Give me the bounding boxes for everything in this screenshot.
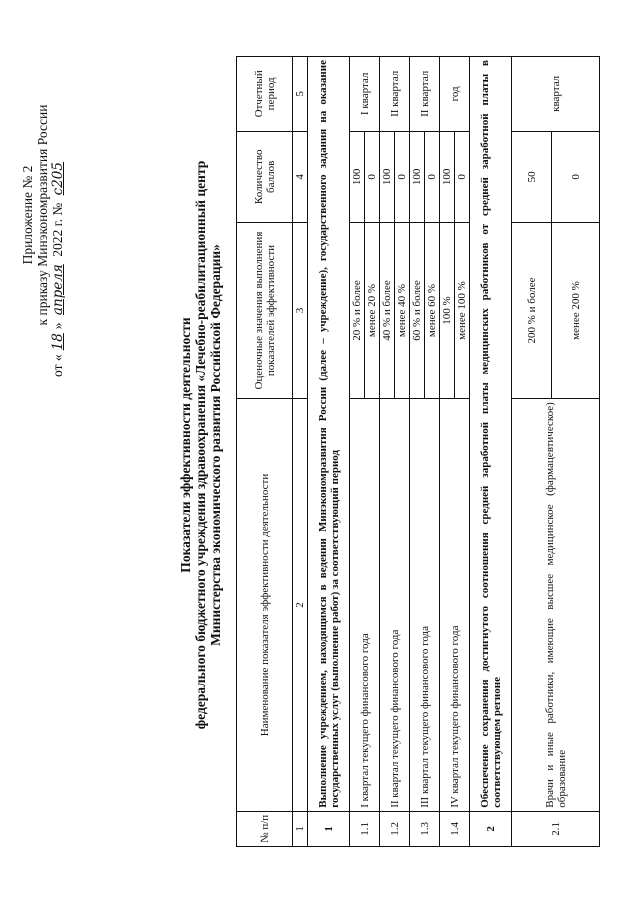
row-value: менее 20 % xyxy=(365,222,380,398)
row-value: менее 200 % xyxy=(552,222,600,398)
row-name: IV квартал текущего финансового года xyxy=(440,399,470,812)
row-value: 60 % и более xyxy=(410,222,425,398)
row-value: 100 % xyxy=(440,222,455,398)
appendix-title: Приложение № 2 xyxy=(20,165,35,265)
table-row xyxy=(350,57,365,847)
header-points: Количество баллов xyxy=(237,131,293,222)
row-points: 0 xyxy=(395,131,410,222)
row-value: 200 % и более xyxy=(512,222,552,398)
row-points: 100 xyxy=(380,131,395,222)
appendix-date-line xyxy=(50,45,66,385)
number-prefix: № xyxy=(50,202,65,216)
header-name: Наименование показателя эффективности деятельности xyxy=(237,399,293,812)
heading-line1: Показатели эффективности деятельности xyxy=(178,317,193,573)
row-period: I квартал xyxy=(350,57,380,132)
handwritten-month: апреля xyxy=(50,264,66,316)
row-num: 2.1 xyxy=(512,811,600,846)
header-values: Оценочные значения выполнения показателей эффективности xyxy=(237,222,293,398)
row-name: II квартал текущего финансового года xyxy=(380,399,410,812)
col-number: 2 xyxy=(293,399,308,812)
appendix-block xyxy=(20,45,66,385)
col-number: 1 xyxy=(293,811,308,846)
row-points: 0 xyxy=(425,131,440,222)
row-points: 0 xyxy=(455,131,470,222)
indicators-table xyxy=(236,56,600,847)
row-value: 20 % и более xyxy=(350,222,365,398)
section-row xyxy=(470,57,512,847)
row-points: 100 xyxy=(440,131,455,222)
header-period: Отчетный период xyxy=(237,57,293,132)
row-name: Врачи и иные работники, имеющие высшее медицинское (фармацевтическое) образование xyxy=(512,399,600,812)
col-number: 5 xyxy=(293,57,308,132)
row-points: 0 xyxy=(552,131,600,222)
table-row xyxy=(512,57,552,847)
row-period: квартал xyxy=(512,57,600,132)
section-text: Обеспечение сохранения достигнутого соотношения средней заработной платы медицинских работников от средней заработной платы в соответствующем регионе xyxy=(470,57,512,812)
section-num: 2 xyxy=(470,811,512,846)
row-points: 50 xyxy=(512,131,552,222)
row-name: I квартал текущего финансового года xyxy=(350,399,380,812)
table-row xyxy=(440,57,455,847)
row-points: 100 xyxy=(350,131,365,222)
row-points: 100 xyxy=(410,131,425,222)
table-row xyxy=(410,57,425,847)
handwritten-day: 18 xyxy=(50,333,66,351)
handwritten-number: с205 xyxy=(50,162,66,196)
date-mid: » xyxy=(50,322,65,330)
table-row xyxy=(380,57,395,847)
row-name: III квартал текущего финансового года xyxy=(410,399,440,812)
row-num: 1.2 xyxy=(380,811,410,846)
row-value: менее 40 % xyxy=(395,222,410,398)
col-number: 3 xyxy=(293,222,308,398)
column-numbers-row xyxy=(293,57,308,847)
date-prefix: от « xyxy=(50,354,65,377)
row-points: 0 xyxy=(365,131,380,222)
row-period: год xyxy=(440,57,470,132)
row-value: менее 100 % xyxy=(455,222,470,398)
col-number: 4 xyxy=(293,131,308,222)
row-period: II квартал xyxy=(380,57,410,132)
section-num: 1 xyxy=(308,811,350,846)
row-period: II квартал xyxy=(410,57,440,132)
heading-line3: Министерства экономического развития Российской Федерации» xyxy=(208,244,223,646)
row-num: 1.4 xyxy=(440,811,470,846)
document-heading xyxy=(178,45,223,845)
table-header-row xyxy=(237,57,293,847)
row-value: менее 60 % xyxy=(425,222,440,398)
section-text: Выполнение учреждением, находящимся в ведении Минэкономразвития России (далее – учреждение), государственного задания на оказание государственных услуг (выполнение работ) за соответствующий период xyxy=(308,57,350,812)
date-year: 2022 г. xyxy=(50,219,65,257)
row-num: 1.3 xyxy=(410,811,440,846)
row-value: 40 % и более xyxy=(380,222,395,398)
row-num: 1.1 xyxy=(350,811,380,846)
header-num: № п/п xyxy=(237,811,293,846)
appendix-order-line: к приказу Минэкономразвития России xyxy=(35,104,50,326)
section-row xyxy=(308,57,350,847)
heading-line2: федерального бюджетного учреждения здравоохранения «Лечебно-реабилитационный центр xyxy=(193,160,208,730)
